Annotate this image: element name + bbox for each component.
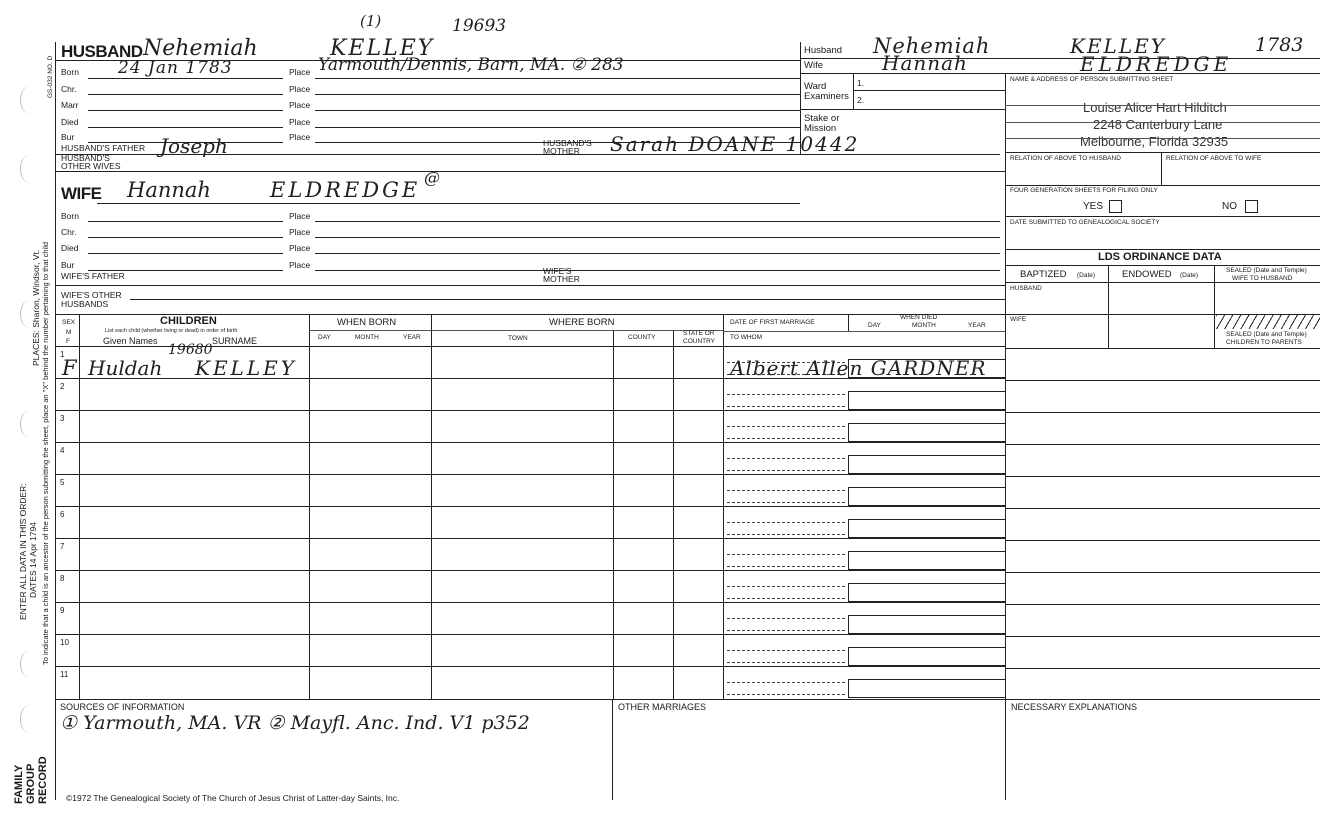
to-whom-dash (727, 598, 845, 599)
husband-label: HUSBAND (61, 42, 143, 61)
lds-col-2 (1214, 265, 1215, 348)
died-bracket-side (848, 519, 849, 537)
died-bracket-bottom (848, 697, 1005, 698)
place-label: Place (289, 67, 311, 77)
marriage-date-dash (727, 586, 845, 587)
child-row-number: 6 (60, 510, 65, 519)
place-label: Place (289, 227, 311, 237)
children-subtitle: List each child (whether living or dead) in order of birth (105, 328, 238, 334)
wife-born-date-line (88, 221, 283, 222)
ancestor-note: To indicate that a child is an ancestor of the person submitting the sheet, place an "X" behind the number pertaining to that child (41, 241, 50, 665)
wife-chr-label: Chr. (61, 227, 77, 237)
header-husband-line (800, 58, 1320, 59)
to-whom-dash (727, 630, 845, 631)
sex-m-label: M (66, 329, 72, 336)
died-header-divider (848, 314, 849, 331)
endowed-label: ENDOWED (1122, 269, 1172, 280)
sex-f-label: F (66, 338, 70, 345)
died-bracket-top (848, 391, 1005, 392)
submitter-name[interactable]: Louise Alice Hart Hilditch (1083, 100, 1227, 115)
died-bracket-side (848, 647, 849, 665)
where-born-label: WHERE BORN (549, 317, 615, 328)
child-row-number: 11 (60, 670, 69, 679)
submitter-street[interactable]: 2248 Canterbury Lane (1093, 117, 1223, 132)
wife-born-place-line (315, 221, 1000, 222)
born-place-line (315, 78, 800, 79)
to-whom-dash (727, 566, 845, 567)
baptized-label: BAPTIZED (1020, 269, 1067, 280)
marr-label: Marr (61, 100, 79, 110)
lds-row-rule (1005, 668, 1320, 669)
wife-mother-label-2: MOTHER (543, 274, 580, 284)
ward-label-1: Ward (804, 81, 827, 92)
died-bracket-top (848, 519, 1005, 520)
place-label: Place (289, 84, 311, 94)
punch-hole (20, 86, 39, 114)
sources-text[interactable]: ① Yarmouth, MA. VR ② Mayfl. Anc. Ind. V1 p352 (60, 712, 530, 734)
baptized-date-label: (Date) (1077, 272, 1096, 279)
county-col-line (673, 330, 674, 699)
state-label-1: STATE OR (683, 330, 715, 337)
lds-header-rule (1005, 282, 1320, 283)
child-row-number: 3 (60, 414, 65, 423)
given-names-label: Given Names (103, 336, 158, 346)
husband-father[interactable]: Joseph (160, 134, 228, 158)
died-bracket-top (848, 679, 1005, 680)
wife-name-line (97, 203, 800, 204)
ward-num-2: 2. (857, 95, 865, 105)
wife-surname[interactable]: ELDREDGE (270, 178, 421, 202)
born-label: Born (61, 67, 79, 77)
form-number: GS-032 NO. D (47, 55, 54, 98)
punch-hole (20, 650, 39, 678)
places-line: PLACES: Sharon, Windsor, Vt. (31, 249, 41, 366)
born-day-label: DAY (318, 334, 331, 341)
child-1-sex[interactable]: F (62, 356, 77, 380)
wife-given[interactable]: Hannah (127, 178, 211, 202)
lds-row-rule (1005, 636, 1320, 637)
to-whom-dash (727, 438, 845, 439)
wife-chr-date-line (88, 237, 283, 238)
child-1-surname[interactable]: KELLEY (195, 356, 297, 380)
marriage-date-dash (727, 394, 845, 395)
punch-hole (20, 705, 39, 733)
child-row-rule (55, 410, 1005, 411)
died-month-label: MONTH (912, 322, 936, 329)
died-bracket-side (848, 391, 849, 409)
lds-title: LDS ORDINANCE DATA (1098, 251, 1222, 263)
husband-ref-mark: (1) (360, 12, 382, 30)
born-month-label: MONTH (355, 334, 379, 341)
wife-bur-place-line (315, 270, 1000, 271)
child-row-number: 1 (60, 350, 65, 359)
to-whom-dash (727, 406, 845, 407)
husband-mother-label-2: MOTHER (543, 146, 580, 156)
died-bracket-top (848, 615, 1005, 616)
yes-label: YES (1083, 201, 1104, 212)
to-whom-dash (727, 470, 845, 471)
sources-label: SOURCES OF INFORMATION (60, 702, 185, 712)
date-submitted-bottom (1005, 249, 1320, 250)
lds-children-rule (1005, 348, 1320, 349)
header-wife-line (800, 73, 1320, 74)
submitter-line-2 (1005, 122, 1320, 123)
town-col-line (613, 330, 614, 699)
marr-place-line (315, 110, 800, 111)
town-label: TOWN (508, 335, 528, 342)
relation-divider (1161, 152, 1162, 185)
died-bracket-top (848, 647, 1005, 648)
husband-born-date[interactable]: 24 Jan 1783 (118, 58, 233, 78)
explanations-label: NECESSARY EXPLANATIONS (1011, 702, 1138, 712)
marriage-date-dash (727, 554, 845, 555)
died-year-label: YEAR (968, 322, 986, 329)
wife-father-label: WIFE'S FATHER (61, 271, 125, 281)
dates-line: DATES 14 Apr 1794 (28, 522, 38, 598)
child-row-number: 10 (60, 638, 69, 647)
husband-mother-label-1: HUSBAND'S (543, 138, 592, 148)
husband-surname[interactable]: KELLEY (330, 36, 435, 61)
died-date-line (88, 127, 283, 128)
first-marriage-label: DATE OF FIRST MARRIAGE (730, 319, 815, 326)
state-label-2: COUNTRY (683, 338, 716, 345)
wife-chr-place-line (315, 237, 1000, 238)
lds-row-rule (1005, 572, 1320, 573)
header-husband-label: Husband (804, 45, 843, 56)
child-row-number: 9 (60, 606, 65, 615)
died-bracket-side (848, 583, 849, 601)
record-title: FAMILY GROUP RECORD (13, 756, 49, 804)
submitter-city[interactable]: Melbourne, Florida 32935 (1080, 134, 1229, 149)
header-wife-given[interactable]: Hannah (882, 51, 968, 75)
child-1-given[interactable]: Huldah (88, 356, 163, 380)
died-bracket-top (848, 423, 1005, 424)
wife-born-label: Born (61, 211, 79, 221)
child-row-rule (55, 442, 1005, 443)
to-whom-dash (727, 694, 845, 695)
wife-other-husbands-label-2: HUSBANDS (61, 299, 109, 309)
no-checkbox[interactable] (1245, 200, 1258, 213)
died-bracket-top (848, 455, 1005, 456)
place-label: Place (289, 211, 311, 221)
husband-ref-number: 19693 (452, 16, 507, 36)
wife-died-place-line (315, 253, 1000, 254)
wife-section-bottom (55, 314, 1320, 315)
lds-row-rule (1005, 412, 1320, 413)
footer-top-rule (55, 699, 1320, 700)
submitter-line-3 (1005, 138, 1320, 139)
hatched-cell (1216, 315, 1320, 329)
copyright-text: ©1972 The Genealogical Society of The Church of Jesus Christ of Latter-day Saints, Inc. (66, 793, 400, 803)
marr-date-line (88, 110, 283, 111)
enter-order-line: ENTER ALL DATA IN THIS ORDER: (18, 483, 28, 620)
four-gen-label: FOUR GENERATION SHEETS FOR FILING ONLY (1010, 187, 1158, 194)
died-bracket-top (848, 487, 1005, 488)
child-row-rule (55, 634, 1005, 635)
to-whom-dash (727, 534, 845, 535)
place-label: Place (289, 243, 311, 253)
lds-row-rule (1005, 508, 1320, 509)
died-bracket-side (848, 487, 849, 505)
marriage-date-dash (727, 682, 845, 683)
to-whom-dash (727, 502, 845, 503)
left-border (55, 42, 56, 800)
yes-checkbox[interactable] (1109, 200, 1122, 213)
died-bracket-top (848, 551, 1005, 552)
died-bracket-side (848, 615, 849, 633)
lds-row-rule (1005, 444, 1320, 445)
died-label: Died (61, 117, 79, 127)
died-bracket-side (848, 423, 849, 441)
to-whom-label: TO WHOM (730, 334, 763, 341)
lds-row-rule (1005, 476, 1320, 477)
sealed-children-label-2: CHILDREN TO PARENTS (1226, 339, 1302, 346)
children-title: CHILDREN (160, 315, 217, 327)
child-row-rule (55, 474, 1005, 475)
father-rule (55, 154, 1000, 155)
marriage-date-dash (727, 490, 845, 491)
sealed-wife-label-1: SEALED (Date and Temple) (1226, 267, 1307, 274)
child-row-number: 7 (60, 542, 65, 551)
died-bracket-top (848, 583, 1005, 584)
header-husband-year[interactable]: 1783 (1255, 34, 1304, 56)
ward-num-1: 1. (857, 78, 865, 88)
other-husbands-line (130, 299, 1005, 300)
header-husband-surname[interactable]: KELLEY (1070, 34, 1166, 58)
born-date-line (88, 78, 283, 79)
rel-husband-label: RELATION OF ABOVE TO HUSBAND (1010, 155, 1121, 162)
wife-died-label: Died (61, 243, 79, 253)
wife-father-rule (55, 285, 1005, 286)
ward-bottom-line (800, 109, 1005, 110)
place-label: Place (289, 132, 311, 142)
rel-wife-label: RELATION OF ABOVE TO WIFE (1166, 155, 1262, 162)
right-panel-border (1005, 73, 1006, 800)
no-label: NO (1222, 201, 1237, 212)
child-row-rule (55, 602, 1005, 603)
four-gen-bottom (1005, 216, 1320, 217)
place-label: Place (289, 100, 311, 110)
husband-born-place[interactable]: Yarmouth/Dennis, Barn, MA. ② 283 (318, 55, 624, 75)
relation-bottom (1005, 185, 1320, 186)
children-surname-label: SURNAME (212, 336, 258, 346)
chr-place-line (315, 94, 800, 95)
lds-husband-label: HUSBAND (1010, 285, 1042, 292)
to-whom-dash (727, 662, 845, 663)
child-row-number: 2 (60, 382, 65, 391)
wife-other-husbands-label-1: WIFE'S OTHER (61, 290, 122, 300)
sealed-wife-label-2: WIFE TO HUSBAND (1232, 275, 1293, 282)
marriage-date-dash (727, 522, 845, 523)
submitter-label: NAME & ADDRESS OF PERSON SUBMITTING SHEET (1010, 76, 1174, 83)
died-bracket-side (848, 679, 849, 697)
chr-date-line (88, 94, 283, 95)
child-1-spouse[interactable]: Albert Allen GARDNER (730, 356, 987, 380)
punch-hole (20, 410, 39, 438)
when-born-label: WHEN BORN (337, 317, 397, 328)
county-label: COUNTY (628, 334, 656, 341)
wife-died-date-line (88, 253, 283, 254)
child-row-number: 5 (60, 478, 65, 487)
header-wife-surname[interactable]: ELDREDGE (1080, 52, 1233, 76)
header-wife-label: Wife (804, 60, 823, 71)
other-wives-label-1: HUSBAND'S (61, 153, 110, 163)
stake-label-1: Stake or (804, 113, 840, 124)
died-day-label: DAY (868, 322, 881, 329)
ward-label-2: Examiners (804, 91, 849, 102)
marriage-date-dash (727, 426, 845, 427)
punch-hole (20, 155, 39, 183)
marriage-header-rule (723, 331, 1005, 332)
place-label: Place (289, 260, 311, 270)
child-row-number: 4 (60, 446, 65, 455)
stake-label-2: Mission (804, 123, 837, 134)
marriage-date-dash (727, 458, 845, 459)
submitter-line-1 (1005, 105, 1320, 106)
endowed-date-label: (Date) (1180, 272, 1199, 279)
lds-row-rule (1005, 604, 1320, 605)
child-row-rule (55, 570, 1005, 571)
place-label: Place (289, 117, 311, 127)
marriage-date-dash (727, 618, 845, 619)
ward-divider (853, 73, 854, 109)
born-subheader-rule (309, 330, 723, 331)
husband-section-bottom (55, 171, 1005, 172)
husband-mother[interactable]: Sarah DOANE 10442 (610, 132, 860, 156)
lds-title-rule (1005, 265, 1320, 266)
marriage-date-dash (727, 650, 845, 651)
chr-label: Chr. (61, 84, 77, 94)
other-wives-label-2: OTHER WIVES (61, 161, 121, 171)
child-row-number: 8 (60, 574, 65, 583)
died-bracket-side (848, 551, 849, 569)
wife-ref-mark: @ (424, 168, 440, 187)
sealed-children-label-1: SEALED (Date and Temple) (1226, 331, 1307, 338)
died-place-line (315, 127, 800, 128)
born-year-label: YEAR (403, 334, 421, 341)
footer-divider-1 (612, 699, 613, 800)
lds-wife-label: WIFE (1010, 316, 1027, 323)
child-1-ref: 19680 (168, 342, 213, 358)
sex-label: SEX (62, 319, 76, 326)
date-submitted-label: DATE SUBMITTED TO GENEALOGICAL SOCIETY (1010, 219, 1160, 226)
husband-father-label: HUSBAND'S FATHER (61, 143, 146, 153)
child-row-rule (55, 506, 1005, 507)
when-died-label: WHEN DIED (900, 314, 938, 321)
ward-row-line (853, 90, 1005, 91)
lds-row-rule (1005, 380, 1320, 381)
child-row-rule (55, 538, 1005, 539)
wife-mother-label-1: WIFE'S (543, 266, 572, 276)
lds-col-1 (1108, 265, 1109, 348)
child-row-rule (55, 666, 1005, 667)
died-bracket-side (848, 455, 849, 473)
header-husband-given[interactable]: Nehemiah (873, 34, 991, 58)
husband-given[interactable]: Nehemiah (143, 36, 258, 61)
wife-label: WIFE (61, 184, 102, 203)
submitter-bottom (1005, 152, 1320, 153)
bur-label: Bur (61, 132, 75, 142)
wife-bur-label: Bur (61, 260, 75, 270)
other-marriages-label: OTHER MARRIAGES (618, 702, 707, 712)
lds-row-rule (1005, 540, 1320, 541)
